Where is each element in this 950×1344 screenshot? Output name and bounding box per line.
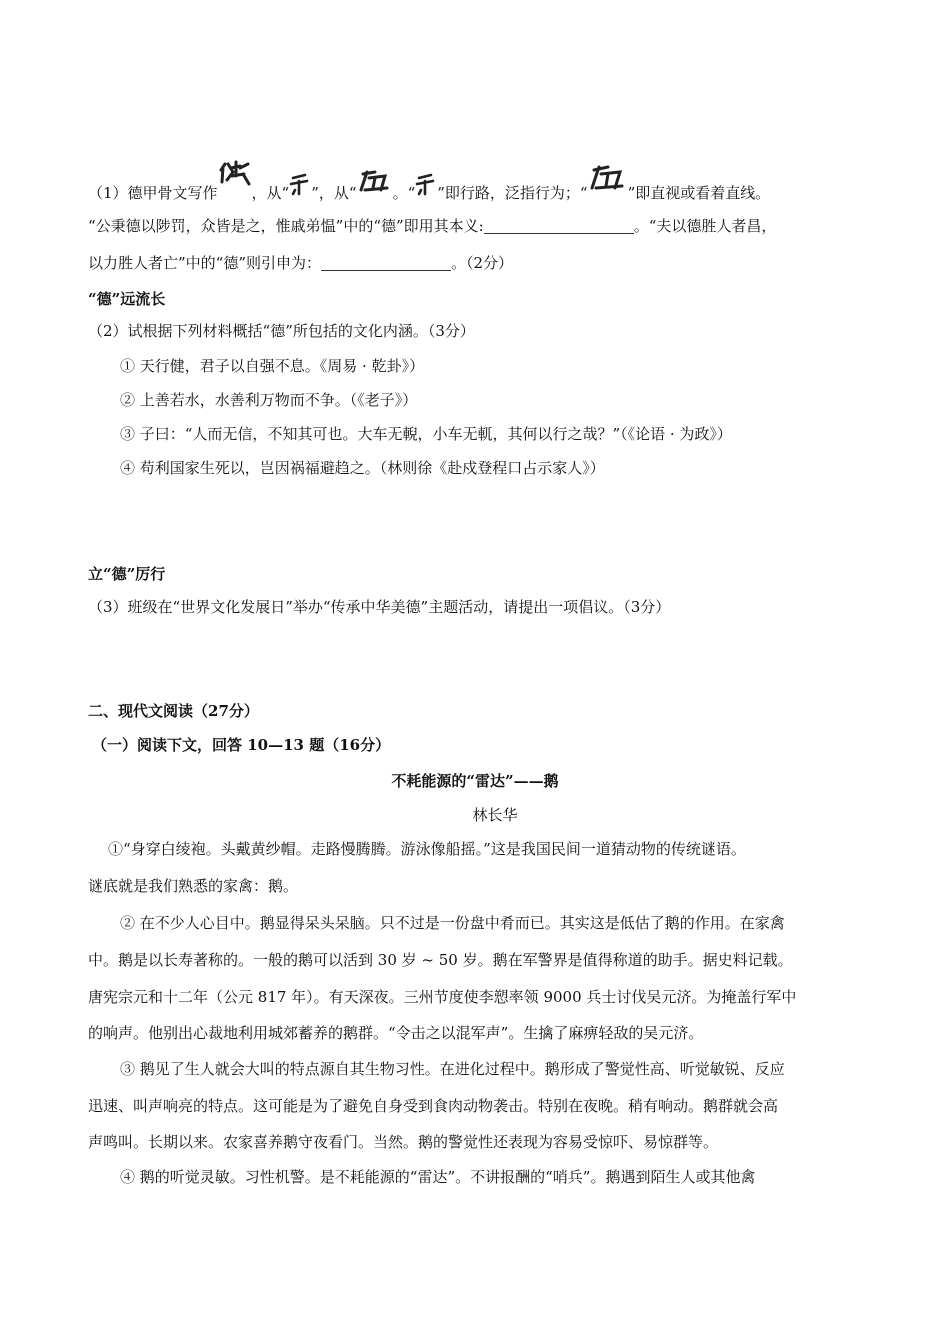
article-line-8: 迅速、叫声响亮的特点。这可能是为了避免自身受到食肉动物袭击。特别在夜晚。稍有响动。鹅群就会高 — [88, 1097, 779, 1115]
answer-blank-2[interactable] — [321, 255, 451, 271]
q1-text-5: ”即行路，泛指行为；“ — [437, 184, 588, 202]
article-title: 不耗能源的“雷达”——鹅 — [391, 772, 559, 790]
q3-prompt: （3）班级在“世界文化发展日”举办“传承中华美德”主题活动，请提出一项倡议。（3分） — [88, 598, 671, 616]
answer-blank-1[interactable] — [484, 218, 634, 234]
article-line-2: 谜底就是我们熟悉的家禽：鹅。 — [88, 877, 299, 895]
q2-item-2: ② 上善若水，水善利万物而不争。（《老子》） — [120, 391, 418, 409]
article-line-4: 中。鹅是以长寿著称的。一般的鹅可以活到 30 岁 ~ 50 岁。鹅在军警界是值得称道的助手。据史料记载。 — [88, 951, 793, 969]
q1-line3-text-a: 以力胜人者亡”中的“德”则引申为： — [88, 254, 322, 272]
article-line-9: 声鸣叫。长期以来。农家喜养鹅守夜看门。当然。鹅的警觉性还表现为容易受惊吓、易惊群等。 — [88, 1133, 719, 1151]
heading-yuanliuchang: “德”远流长 — [88, 290, 166, 308]
subsection-reading-1: （一）阅读下文，回答 10—13 题（16分） — [92, 736, 391, 754]
article-line-5: 唐宪宗元和十二年（公元 817 年）。有天深夜。三州节度使李愬率领 9000 兵士讨伐吴元济。为掩盖行军中 — [88, 988, 797, 1006]
article-line-10: ④ 鹅的听觉灵敏。习性机警。是不耗能源的“雷达”。不讲报酬的“哨兵”。鹅遇到陌生人或其他禽 — [120, 1168, 756, 1186]
q1-text-1: （1）德甲骨文写作 — [88, 184, 218, 202]
section-modern-reading: 二、现代文阅读（27分） — [88, 702, 259, 720]
q1-line2-text-a: “公秉德以陟罚，众皆是之，惟戚弟愠”中的“德”即用其本义: — [88, 217, 484, 235]
q1-text-2: ，从“ — [251, 184, 290, 202]
article-line-3: ② 在不少人心目中。鹅显得呆头呆脑。只不过是一份盘中肴而已。其实这是低估了鹅的作用。在家禽 — [120, 914, 785, 932]
q2-prompt: （2）试根据下列材料概括“德”所包括的文化内涵。（3分） — [88, 322, 475, 340]
q1-line3-text-b: 。（2分） — [451, 254, 514, 272]
q1-text-3: ”，从“ — [311, 184, 357, 202]
q1-line2-text-b: 。“夫以德胜人者昌， — [633, 217, 777, 235]
q1-line2 — [88, 215, 776, 237]
q1-text-4: 。“ — [392, 184, 416, 202]
oracle-de-glyph-image — [218, 160, 252, 192]
oracle-zhi-glyph-image — [357, 168, 393, 194]
q1-text-6: ”即直视或看着直线。 — [627, 184, 771, 202]
article-line-7: ③ 鹅见了生人就会大叫的特点源自其生物习性。在进化过程中。鹅形成了警觉性高、听觉敏锐、反应 — [120, 1060, 785, 1078]
oracle-xing-glyph-image-2 — [415, 172, 437, 196]
q2-item-4: ④ 苟利国家生死以，岂因祸福避趋之。（林则徐《赴戍登程口占示家人》） — [120, 459, 605, 477]
q2-item-1: ① 天行健，君子以自强不息。《周易 · 乾卦》） — [120, 357, 425, 375]
article-author: 林长华 — [472, 806, 518, 824]
article-line-6: 的响声。他别出心裁地利用城郊蓄养的鹅群。“令击之以混军声”。生擒了麻痹轻敌的吴元济。 — [88, 1024, 704, 1042]
article-line-1: ①“身穿白绫袍。头戴黄纱帽。走路慢腾腾。游泳像船摇。”这是我国民间一道猜动物的传统谜语。 — [108, 840, 746, 858]
oracle-xing-glyph-image — [289, 172, 311, 196]
q2-item-3: ③ 子曰：“人而无信，不知其可也。大车无輗，小车无軏，其何以行之哉？”（《论语 · 为政》） — [120, 425, 732, 443]
heading-lide: 立“德”厉行 — [88, 565, 166, 583]
q1-line3 — [88, 252, 513, 274]
q1-line1 — [88, 160, 770, 204]
oracle-zhi-glyph-image-2 — [588, 162, 628, 192]
